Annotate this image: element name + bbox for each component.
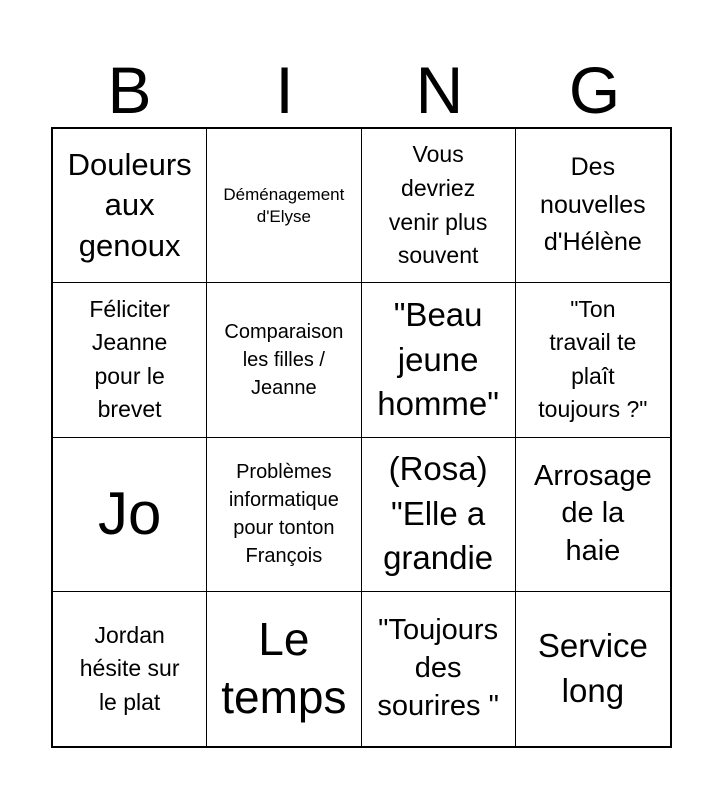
bingo-card-grid: [51, 127, 672, 748]
cell-text: "Ton travail te plaît toujours ?": [538, 295, 648, 423]
bingo-cell[interactable]: [516, 438, 670, 592]
header-letter-n: N: [415, 53, 464, 127]
bingo-cell[interactable]: [207, 438, 361, 592]
header-letter-i: I: [275, 53, 294, 127]
cell-text: Service long: [537, 627, 648, 709]
bingo-cell[interactable]: [516, 283, 670, 437]
bingo-cell[interactable]: [53, 283, 207, 437]
header-letter-g: G: [568, 53, 621, 127]
cell-text: Jordan hésite sur le plat: [79, 621, 180, 715]
bingo-cell[interactable]: [207, 283, 361, 437]
bingo-cell[interactable]: [207, 592, 361, 746]
bingo-header: [52, 52, 672, 128]
cell-text: (Rosa) "Elle a grandie: [383, 450, 494, 577]
bingo-cell[interactable]: [53, 129, 207, 283]
cell-text: Des nouvelles d'Hélène: [540, 153, 646, 257]
bingo-cell[interactable]: [516, 592, 670, 746]
cell-text: Comparaison les filles / Jeanne: [224, 320, 344, 399]
bingo-cell[interactable]: [207, 129, 361, 283]
bingo-cell[interactable]: [362, 283, 516, 437]
cell-text: "Beau jeune homme": [377, 296, 499, 423]
cell-text: Arrosage de la haie: [534, 459, 652, 567]
bingo-cell[interactable]: [53, 592, 207, 746]
cell-text: Féliciter Jeanne pour le brevet: [89, 295, 170, 423]
cell-text: Vous devriez venir plus souvent: [388, 141, 488, 269]
cell-text: Problèmes informatique pour tonton François: [228, 461, 339, 568]
cell-text: Déménagement d'Elyse: [223, 184, 345, 226]
cell-text: Douleurs aux genoux: [67, 147, 192, 263]
bingo-cell[interactable]: [362, 438, 516, 592]
bingo-cell[interactable]: [362, 129, 516, 283]
bingo-cell[interactable]: [53, 438, 207, 592]
cell-text: Jo: [97, 480, 162, 548]
cell-text: "Toujours des sourires ": [377, 614, 499, 722]
header-letter-b: B: [107, 53, 152, 127]
bingo-cell[interactable]: [516, 129, 670, 283]
cell-text: Le temps: [221, 613, 347, 723]
bingo-cell[interactable]: [362, 592, 516, 746]
